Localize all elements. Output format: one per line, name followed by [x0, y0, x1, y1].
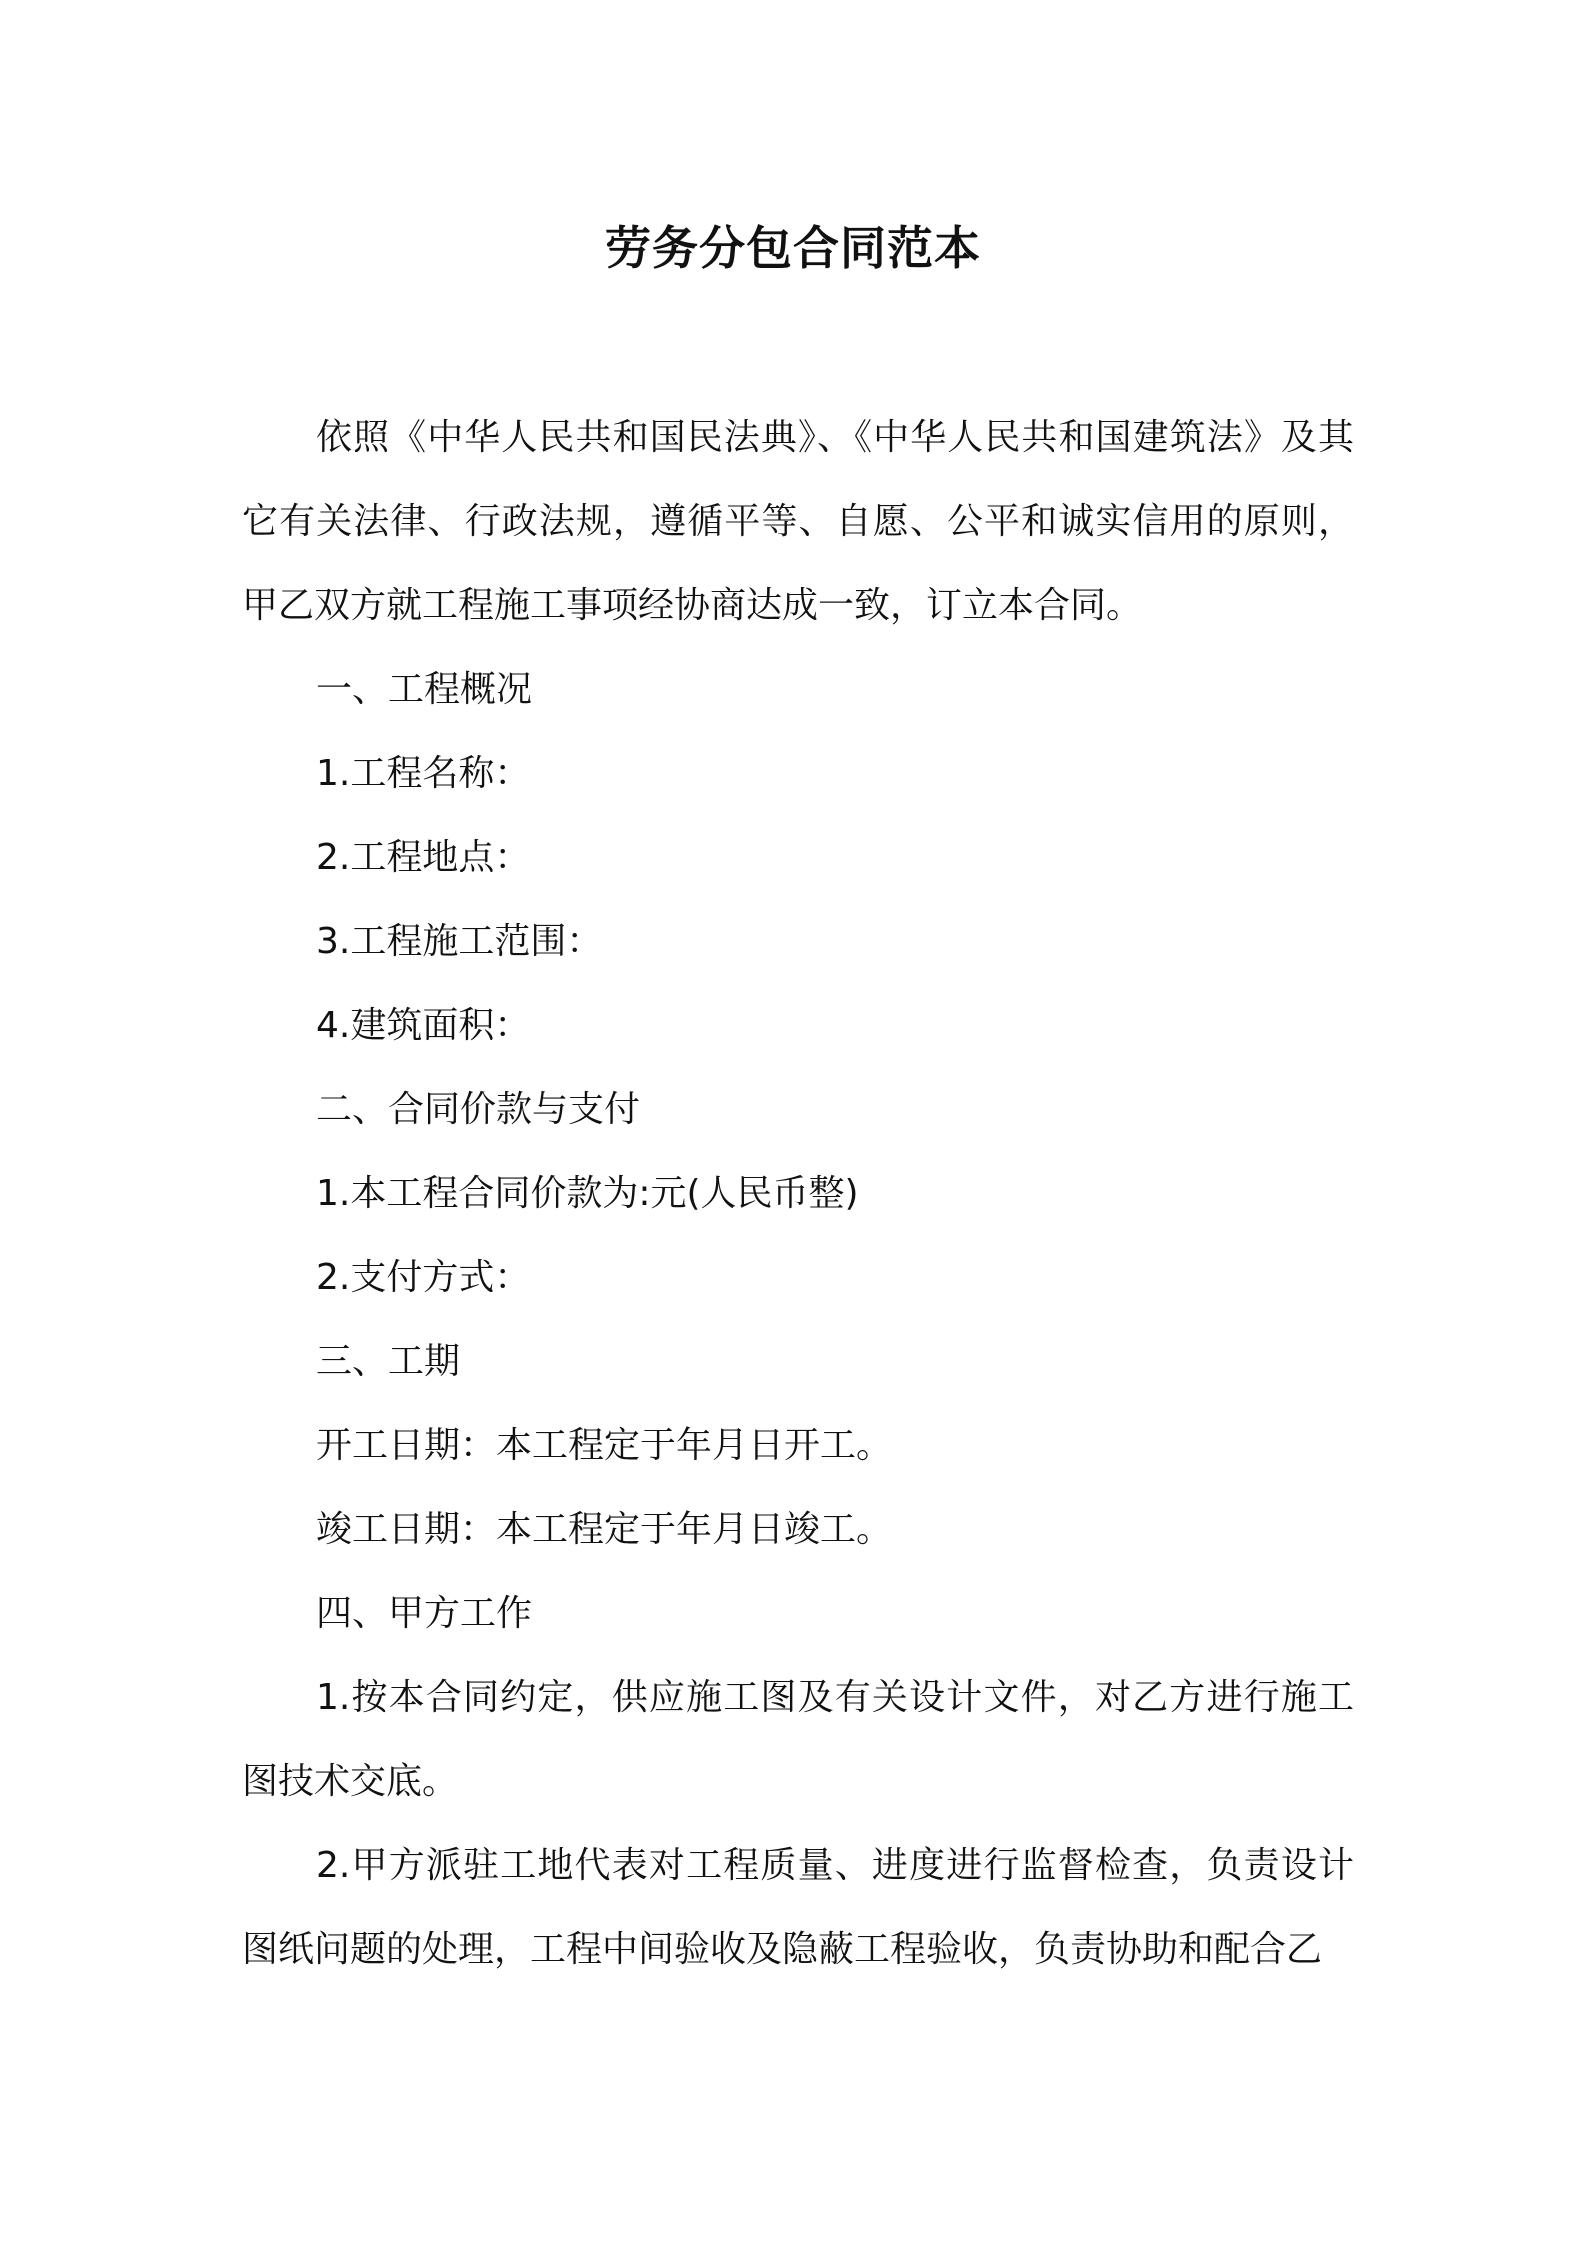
project-name-line: 1.工程名称： [316, 753, 531, 794]
party-a-duty-2: 2.甲方派驻工地代表对工程质量、进度进行监督检查，负责设计图纸问题的处理，工程中间验收及隐蔽工程验收，负责协助和配合乙 [242, 1845, 1354, 1970]
start-date-line: 开工日期：本工程定于年月日开工。 [316, 1425, 893, 1466]
party-a-duty-1: 1.按本合同约定，供应施工图及有关设计文件，对乙方进行施工图技术交底。 [242, 1677, 1354, 1802]
section-heading-schedule: 三、工期 [316, 1341, 461, 1382]
payment-method-line: 2.支付方式： [316, 1257, 531, 1298]
section-heading-party-a: 四、甲方工作 [316, 1593, 533, 1634]
construction-scope-line: 3.工程施工范围： [316, 921, 603, 962]
document-body [242, 396, 1354, 1992]
building-area-line: 4.建筑面积： [316, 1005, 531, 1046]
intro-paragraph: 依照《中华人民共和国民法典》、《中华人民共和国建筑法》及其它有关法律、行政法规，遵循平等、自愿、公平和诚实信用的原则，甲乙双方就工程施工事项经协商达成一致，订立本合同。 [242, 417, 1354, 626]
document-title: 劳务分包合同范本 [605, 221, 981, 275]
project-location-line: 2.工程地点： [316, 837, 531, 878]
completion-date-line: 竣工日期：本工程定于年月日竣工。 [316, 1509, 893, 1550]
contract-price-line: 1.本工程合同价款为:元(人民币整) [316, 1173, 859, 1214]
section-heading-overview: 一、工程概况 [316, 669, 533, 710]
section-heading-price: 二、合同价款与支付 [316, 1089, 641, 1130]
